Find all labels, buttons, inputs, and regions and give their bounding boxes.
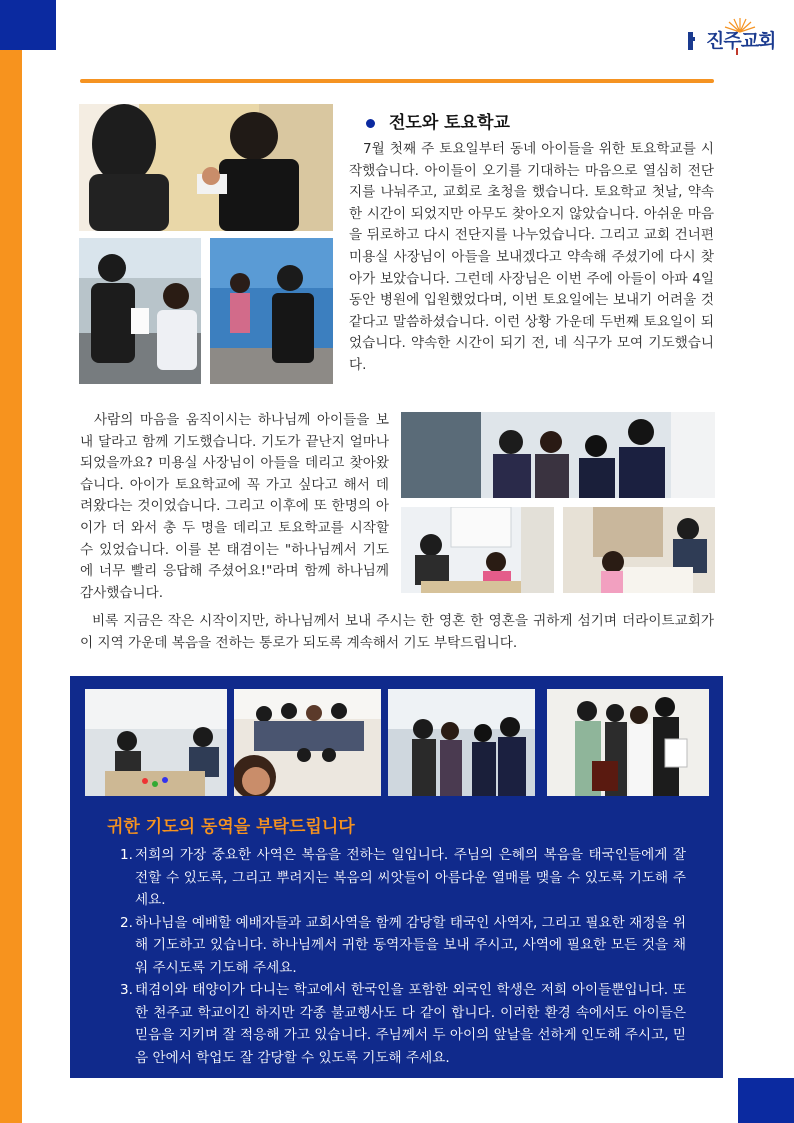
- prayer-item-number: 2.: [120, 914, 133, 931]
- corner-block-top-left: [0, 0, 56, 50]
- prayer-section-title: 귀한 기도의 동역을 부탁드립니다: [107, 817, 355, 837]
- photo-children-at-table: [401, 507, 554, 593]
- prayer-item-number: 1.: [120, 847, 133, 863]
- church-logo: [688, 18, 780, 56]
- corner-block-bottom-right: [738, 1078, 794, 1123]
- paragraph-prayer-answered: 사람의 마음을 움직이시는 하나님께 아이들을 보내 달라고 함께 기도했습니다. 기도가 끝난지 얼마나 되었을까요? 미용실 사장님이 아들을 데리고 찾아왔습니다. 아이가 토요학교에 꼭 가고 싶다고 해서 데려왔다는 것이었습니다. 그리고 이후에 또 한명의 아이가 더 와서 총 두 명을 데리고 토요학교를 시작할 수 있었습니다. 이를 본 태겸이는 "하나님께서 기도에 너무 빨리 응답해 주셨어요!"라며 함께 하나님께 감사했습니다.: [80, 412, 389, 601]
- prayer-item-1: [120, 844, 686, 912]
- photo-boy-with-flyer: [79, 238, 201, 384]
- photo-children-studying: [563, 507, 715, 593]
- prayer-item-3: [120, 979, 686, 1069]
- paragraph-intro: 7월 첫째 주 토요일부터 동네 아이들을 위한 토요학교를 시작했습니다. 아이들이 오기를 기대하는 마음으로 열심히 전단지를 나눠주고, 교회로 초청을 했습니다. 토요학교 첫날, 약속한 시간이 되었지만 아무도 찾아오지 않았습니다. 아쉬운 마음을 뒤로하고 다시 전단지를 나누었습니다. 그리고 교회 건너편 미용실 사장님이 아들을 보내겠다고 약속해 주셨기에 다시 찾아가 보았습니다. 그런데 사장님은 이번 주에 아들이 아파 4일 동안 병원에 입원했었다며, 이번 토요일에는 보내기 어려울 것 같다고 말씀하셨습니다. 이런 상황 가운데 두번째 토요일이 되었습니다. 약속한 시간이 되기 전, 네 식구가 모여 기도했습니다.: [349, 141, 714, 373]
- prayer-item-text: 저희의 가장 중요한 사역은 복음을 전하는 일입니다. 주님의 은혜의 복음을 태국인들에게 잘 전할 수 있도록, 그리고 뿌려지는 복음의 씨앗들이 아름다운 열매를 맺을 수 있도록 기도해 주세요.: [135, 847, 686, 908]
- photo-kids-playing-game: [85, 689, 227, 796]
- header-divider: [80, 79, 714, 83]
- paragraph-closing-request: 비록 지금은 작은 시작이지만, 하나님께서 보내 주시는 한 영혼 한 영혼을 귀하게 섬기며 더라이트교회가 이 지역 가운데 복음을 전하는 통로가 되도록 계속해서 기도 부탁드립니다.: [80, 613, 714, 651]
- photo-visitors-at-door: [388, 689, 535, 796]
- prayer-item-number: 3.: [120, 982, 133, 998]
- photo-school-achievement: [547, 689, 709, 796]
- prayer-item-text: 태겸이와 태양이가 다니는 학교에서 한국인을 포함한 외국인 학생은 저희 아이들뿐입니다. 또한 천주교 학교이긴 하지만 각종 불교행사도 다 같이 합니다. 이러한 환경 속에서도 아이들은 믿음을 지키며 잘 적응해 가고 있습니다. 주님께서 두 아이의 앞날을 선하게 인도해 주시고, 믿음 안에서 학업도 잘 감당할 수 있도록 기도해 주세요.: [135, 982, 686, 1066]
- prayer-request-list: [120, 844, 686, 1069]
- photo-children-at-gate: [210, 238, 333, 384]
- section-title: [366, 108, 510, 133]
- photo-flyer-distribution: [79, 104, 333, 231]
- bullet-icon: [366, 119, 375, 128]
- prayer-item-2: [120, 912, 686, 980]
- logo-text: 진주교회: [706, 30, 776, 52]
- photo-group-at-church: [401, 412, 715, 498]
- prayer-item-text: 하나님을 예배할 예배자들과 교회사역을 함께 감당할 태국인 사역자, 그리고 필요한 재정을 위해 기도하고 있습니다. 하나님께서 귀한 동역자들을 보내 주시고, 사역에 필요한 모든 것을 채워 주시도록 기도해 주세요.: [135, 914, 686, 976]
- section-title-text: 전도와 토요학교: [389, 113, 510, 133]
- left-orange-strip: [0, 50, 22, 1123]
- photo-group-selfie: [234, 689, 381, 796]
